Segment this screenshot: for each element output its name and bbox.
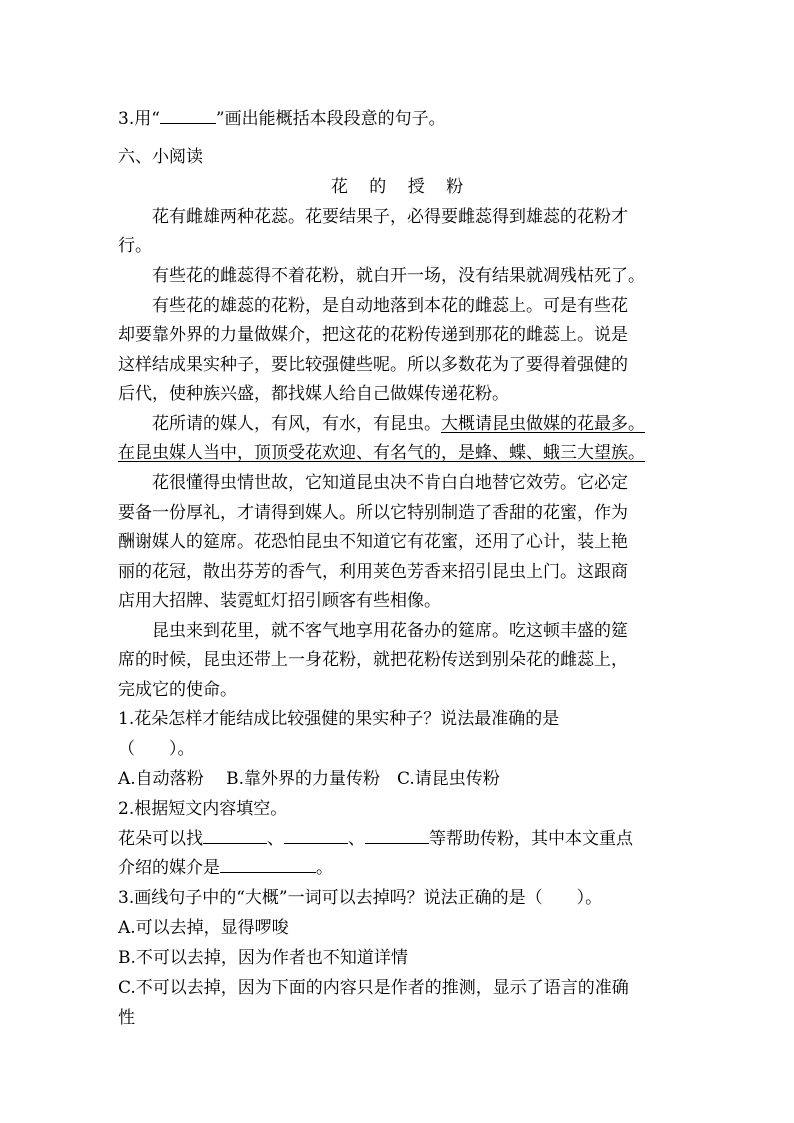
q2-text: 介绍的媒介是 — [118, 858, 220, 878]
option-c-cont: 性 — [118, 1008, 135, 1028]
passage-line: 这样结成果实种子，要比较强健些呢。所以多数花为了要得着强健的 — [118, 355, 628, 375]
passage-line: 有些花的雌蕊得不着花粉，就白开一场，没有结果就凋残枯死了。 — [152, 266, 645, 286]
question-2-fill — [118, 853, 684, 883]
passage-line-underlined: 在昆虫媒人当中，顶顶受花欢迎、有名气的，是蜂、蝶、蛾三大望族。 — [118, 443, 645, 463]
passage-line: 花很懂得虫情世故，它知道昆虫决不肯白白地替它效劳。它必定 — [152, 473, 628, 493]
q2-text: 等帮助传粉，其中本文重点 — [429, 829, 633, 849]
passage-line: 花有雌雄两种花蕊。花要结果子，必得要雌蕊得到雄蕊的花粉才 — [152, 207, 628, 227]
question-1-options: A.自动落粉 B.靠外界的力量传粉 C.请昆虫传粉 — [118, 769, 500, 789]
question-2: 2.根据短文内容填空。 — [118, 799, 288, 819]
prev-question-3 — [118, 104, 684, 134]
passage-line: 有些花的雄蕊的花粉，是自动地落到本花的雌蕊上。可是有些花 — [152, 296, 628, 316]
option-a: A.可以去掉，显得啰唆 — [118, 918, 289, 938]
passage-line: 酬谢媒人的筵席。花恐怕昆虫不知道它有花蜜，还用了心计，装上艳 — [118, 532, 628, 552]
passage-text: 花所请的媒人，有风，有水，有昆虫。 — [152, 414, 441, 434]
passage-line — [118, 409, 718, 439]
option-c: C.不可以去掉，因为下面的内容只是作者的推测，显示了语言的准确 — [118, 978, 629, 998]
passage-line: 要备一份厚礼，才请得到媒人。所以它特别制造了香甜的花蜜，作为 — [118, 503, 628, 523]
fill-blank-4[interactable] — [220, 856, 316, 873]
passage-title: 花 的 授 粉 — [330, 177, 472, 197]
section-heading: 六、小阅读 — [118, 147, 203, 167]
passage-line: 店用大招牌、装霓虹灯招引顾客有些相像。 — [118, 591, 441, 611]
passage-line: 行。 — [118, 236, 152, 256]
passage-line: 完成它的使命。 — [118, 680, 237, 700]
prev-q3-blank — [160, 107, 216, 124]
fill-blank-1[interactable] — [203, 827, 267, 844]
underlined-sentence: 大概请昆虫做媒的花最多。 — [441, 414, 645, 434]
q2-text: 。 — [316, 858, 333, 878]
q2-text: 花朵可以找 — [118, 829, 203, 849]
passage-line: 后代，使种族兴盛，都找媒人给自己做媒传递花粉。 — [118, 384, 509, 404]
passage-line: 昆虫来到花里，就不客气地享用花备办的筵席。吃这顿丰盛的筵 — [152, 621, 628, 641]
question-3: 3.画线句子中的“大概”一词可以去掉吗？说法正确的是（ ）。 — [118, 888, 603, 908]
option-b: B.不可以去掉，因为作者也不知道详情 — [118, 948, 408, 968]
fill-blank-3[interactable] — [365, 827, 429, 844]
passage-line: 丽的花冠，散出芬芳的香气，利用荚色芳香来招引昆虫上门。这跟商 — [118, 562, 628, 582]
prev-q3-text-b: ”画出能概括本段段意的句子。 — [215, 109, 446, 129]
passage-line: 却要靠外界的力量做媒介，把这花的花粉传递到那花的雌蕊上。说是 — [118, 325, 628, 345]
answer-blank-q1[interactable]: （ ）。 — [118, 739, 195, 759]
prev-q3-text-a: 3.用“ — [118, 109, 160, 129]
q2-sep: 、 — [348, 829, 365, 849]
fill-blank-2[interactable] — [284, 827, 348, 844]
q2-sep: 、 — [267, 829, 284, 849]
passage-line: 席的时候，昆虫还带上一身花粉，就把花粉传送到别朵花的雌蕊上， — [118, 650, 628, 670]
question-1: 1.花朵怎样才能结成比较强健的果实种子？说法最准确的是 — [118, 709, 560, 729]
question-2-fill — [118, 824, 684, 854]
